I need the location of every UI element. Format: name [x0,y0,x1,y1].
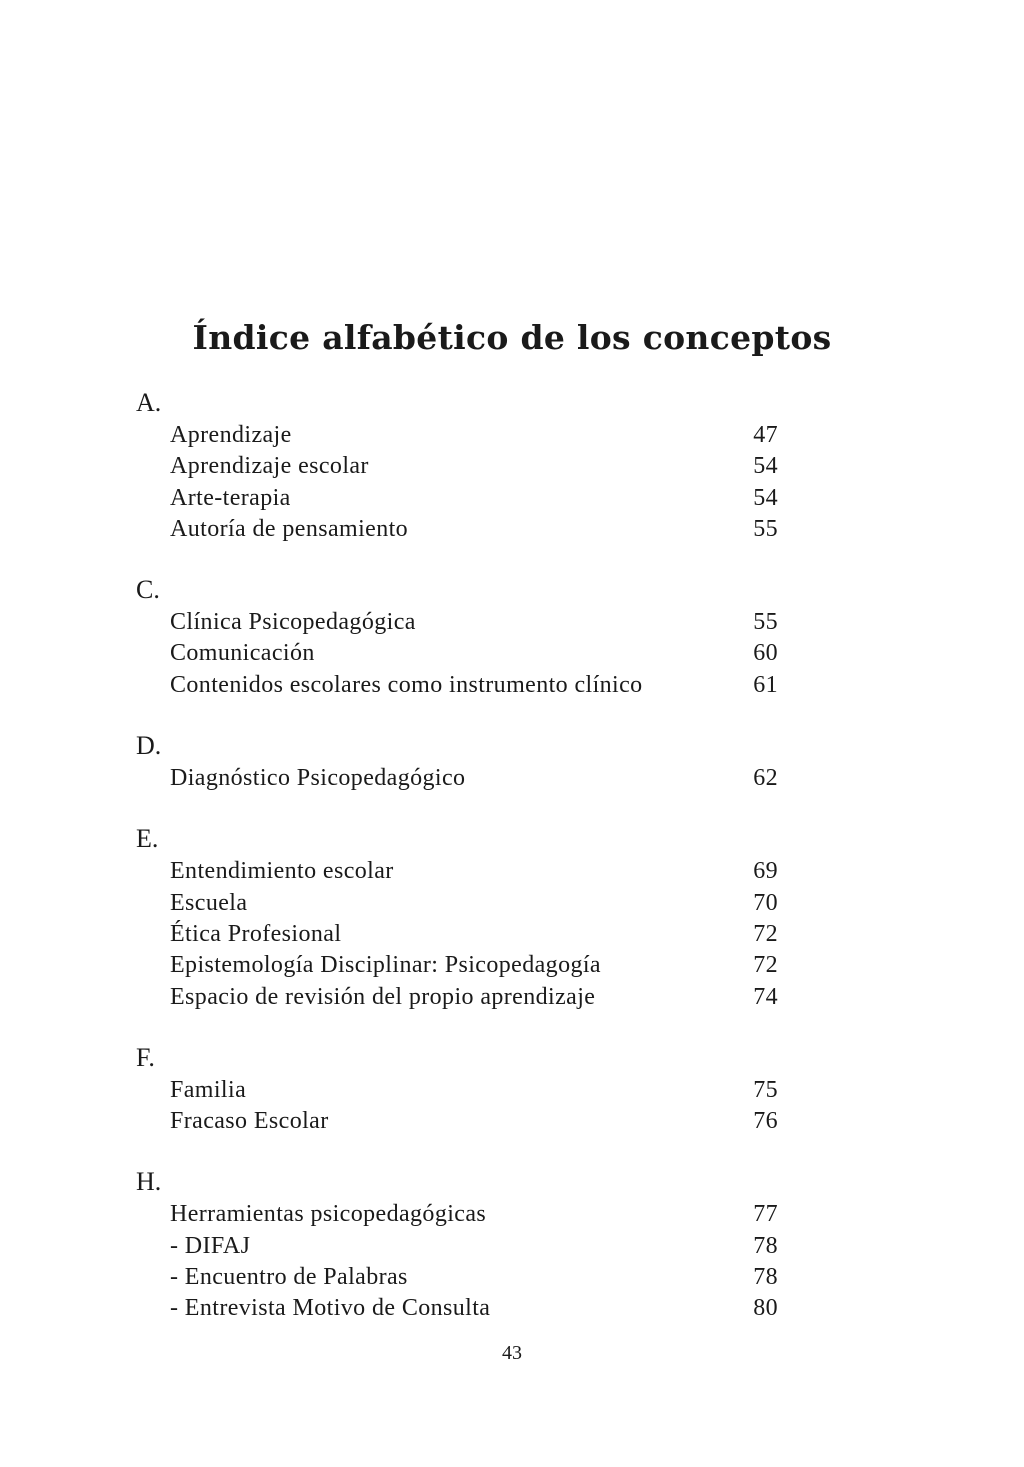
entry-page-number: 75 [753,1076,778,1103]
page-number: 43 [502,1342,522,1364]
entry-term: Aprendizaje escolar [170,453,369,480]
index-entry [136,982,778,1013]
section-letter: A. [136,388,162,417]
index-entry [136,888,778,919]
index-entry [136,420,778,451]
entry-term: - Entrevista Motivo de Consulta [170,1295,491,1322]
index-section [136,386,796,545]
index-entry [136,1075,778,1106]
entry-page-number: 60 [753,640,778,667]
index-entry [136,1262,778,1293]
entry-page-number: 55 [753,515,778,542]
section-letter: D. [136,731,162,761]
entry-term: Escuela [170,889,248,916]
entry-page-number: 77 [753,1201,778,1228]
entry-page-number: 80 [753,1295,778,1322]
section-letter: E. [136,824,159,854]
section-letter: F. [136,1042,155,1072]
index-section [136,1041,796,1138]
entry-term: Fracaso Escolar [170,1108,329,1135]
entry-term: Herramientas psicopedagógicas [170,1201,487,1228]
entry-page-number: 47 [753,422,778,448]
index-entry [136,1106,778,1137]
entry-term: Comunicación [170,640,315,667]
entry-term: Diagnóstico Psicopedagógico [170,765,466,792]
section-letter: H. [136,1167,162,1197]
page-title: Índice alfabético de los conceptos [192,318,832,357]
index-entry [136,607,778,638]
entry-page-number: 76 [753,1108,778,1135]
entry-page-number: 55 [753,609,778,636]
entry-page-number: 54 [753,453,778,480]
entry-term: - Encuentro de Palabras [170,1264,408,1291]
entry-term: Entendimiento escolar [170,858,394,885]
entry-term: Clínica Psicopedagógica [170,609,416,636]
index-entry [136,763,778,794]
entry-page-number: 72 [753,952,778,979]
entry-term: Aprendizaje [170,422,292,448]
index-entry [136,1231,778,1262]
entry-page-number: 61 [753,671,778,698]
index-section [136,729,796,794]
entry-page-number: 69 [753,858,778,885]
entry-term: - DIFAJ [170,1232,251,1259]
entry-term: Contenidos escolares como instrumento clínico [170,671,643,698]
index-section [136,1165,796,1324]
entry-page-number: 62 [753,765,778,792]
index-entry [136,856,778,887]
entry-page-number: 74 [753,983,778,1010]
entry-term: Familia [170,1076,247,1103]
entry-term: Espacio de revisión del propio aprendizaje [170,983,596,1010]
entry-term: Ética Profesional [170,920,342,947]
entry-term: Epistemología Disciplinar: Psicopedagogía [170,952,601,979]
index-entry [136,1293,778,1324]
entry-page-number: 70 [753,889,778,916]
entry-page-number: 78 [753,1264,778,1291]
index-section [136,573,796,701]
entry-term: Arte-terapia [170,484,291,511]
section-letter: C. [136,575,160,605]
index-entry [136,451,778,482]
entry-page-number: 72 [753,920,778,947]
index-section [136,822,796,1012]
index-entry [136,483,778,514]
index-entry [136,514,778,545]
index-entry [136,670,778,701]
entry-page-number: 54 [753,484,778,511]
index-entry [136,638,778,669]
index-entry [136,950,778,981]
index-entry [136,1199,778,1230]
entry-page-number: 78 [753,1232,778,1259]
index-entry [136,919,778,950]
entry-term: Autoría de pensamiento [170,515,409,542]
alphabetical-index [136,386,796,1353]
